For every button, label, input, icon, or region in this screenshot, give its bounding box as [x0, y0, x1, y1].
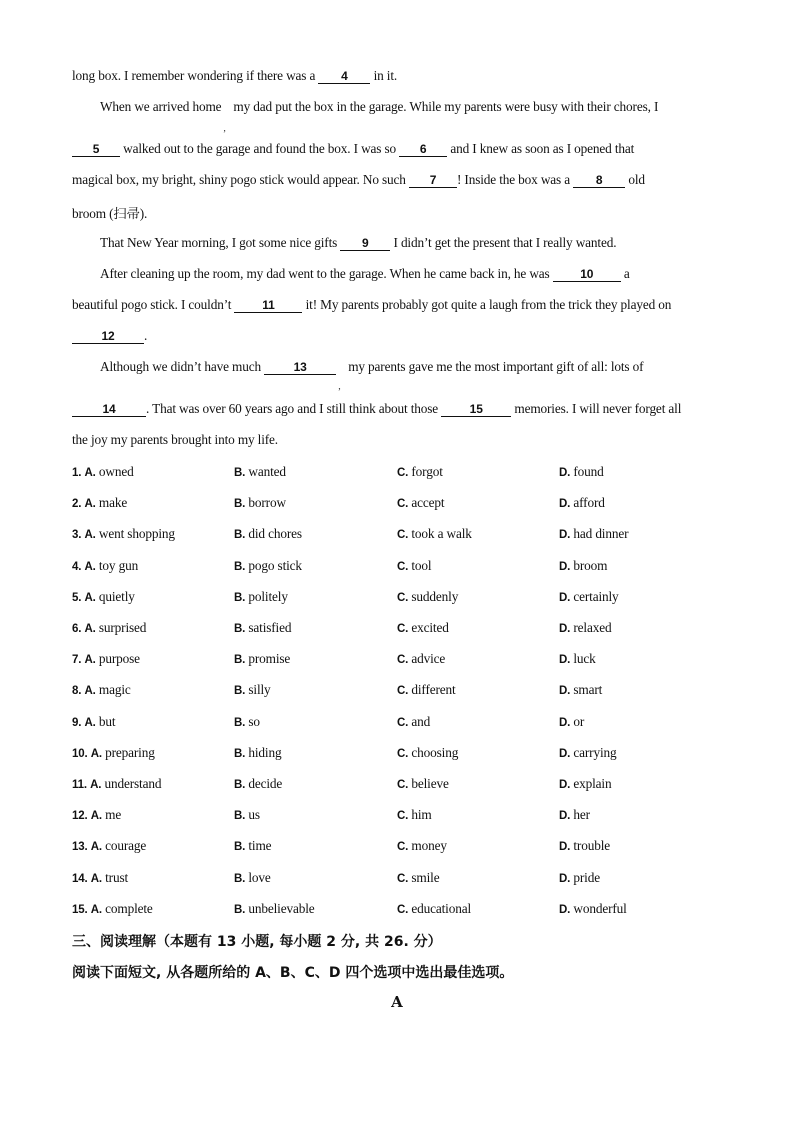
option-letter: B.	[234, 467, 246, 479]
option-text: advice	[411, 651, 446, 667]
option-letter: B.	[234, 841, 246, 854]
option-letter: C.	[397, 529, 409, 542]
option-text: or	[573, 713, 585, 729]
option-text: accept	[411, 495, 445, 511]
passage-line: Although we didn’t have much 13 , my parents gave me the most important gift of all: lots of	[100, 359, 644, 392]
question-number: 2.	[72, 498, 82, 511]
option-d[interactable]	[559, 838, 610, 854]
option-letter: A.	[84, 560, 96, 573]
blank-8: 8	[573, 174, 625, 188]
option-b[interactable]	[234, 558, 302, 574]
option-letter: C.	[397, 498, 409, 511]
passage-label: A	[391, 993, 403, 1011]
option-c[interactable]	[397, 870, 439, 886]
passage-line: broom (扫帚).	[72, 206, 148, 221]
option-b[interactable]	[234, 620, 291, 636]
option-text: but	[98, 713, 116, 729]
blank-12: 12	[72, 330, 144, 344]
option-text: excited	[411, 620, 449, 635]
option-d[interactable]	[559, 526, 628, 542]
option-letter: B.	[234, 716, 246, 729]
question-row	[72, 682, 732, 700]
option-text: make	[98, 495, 128, 511]
option-letter: C.	[397, 747, 409, 760]
option-letter: D.	[559, 591, 571, 604]
question-number: 1.	[72, 467, 82, 479]
option-letter: C.	[397, 872, 409, 885]
option-text: her	[573, 807, 590, 823]
option-letter: A.	[84, 591, 96, 604]
blank-10: 10	[553, 268, 621, 282]
option-text: afford	[573, 495, 605, 511]
option-text: politely	[248, 588, 288, 604]
question-row	[72, 776, 732, 794]
option-letter: A.	[90, 903, 102, 916]
option-letter: B.	[234, 529, 246, 542]
option-letter: A.	[84, 716, 96, 729]
option-text: time	[248, 838, 272, 854]
option-text: understand	[104, 776, 162, 791]
option-text: preparing	[105, 744, 155, 760]
option-c[interactable]	[397, 901, 471, 917]
option-text: him	[411, 807, 432, 823]
option-text: unbelievable	[248, 900, 315, 916]
question-number: 9.	[72, 716, 82, 729]
option-text: smart	[573, 682, 603, 698]
option-letter: A.	[84, 623, 96, 635]
option-b[interactable]	[234, 776, 282, 792]
option-c[interactable]	[397, 682, 456, 698]
option-a[interactable]	[72, 807, 121, 823]
option-a[interactable]	[72, 745, 155, 761]
option-letter: C.	[397, 716, 409, 729]
passage-line: That New Year morning, I got some nice gifts 9 I didn’t get the present that I really wanted.	[100, 235, 617, 250]
option-b[interactable]	[234, 838, 271, 854]
option-b[interactable]	[234, 807, 260, 823]
option-letter: B.	[234, 779, 246, 791]
option-text: courage	[105, 838, 147, 854]
option-letter: B.	[234, 654, 246, 667]
option-letter: B.	[234, 623, 246, 635]
option-letter: A.	[84, 654, 96, 667]
option-letter: C.	[397, 779, 409, 791]
option-text: believe	[411, 776, 449, 791]
section-instruction: 阅读下面短文, 从各题所给的 A、B、C、D 四个选项中选出最佳选项。	[72, 965, 514, 981]
passage-line: beautiful pogo stick. I couldn’t 11 it! My parents probably got quite a laugh from the trick they played on	[72, 297, 672, 312]
option-text: went shopping	[98, 526, 175, 542]
option-c[interactable]	[397, 714, 430, 730]
option-text: pogo stick	[248, 557, 302, 573]
option-text: so	[248, 713, 260, 729]
option-letter: C.	[397, 654, 409, 667]
option-a[interactable]	[72, 589, 135, 605]
option-text: smile	[411, 869, 440, 885]
option-text: me	[105, 807, 122, 823]
option-a[interactable]	[72, 838, 146, 854]
option-b[interactable]	[234, 870, 271, 886]
option-c[interactable]	[397, 495, 444, 511]
option-letter: A.	[90, 810, 102, 823]
option-text: decide	[248, 776, 283, 791]
option-text: forgot	[411, 464, 443, 479]
option-text: broom	[573, 557, 608, 573]
option-d[interactable]	[559, 620, 611, 636]
question-row	[72, 651, 732, 669]
option-text: suddenly	[411, 588, 459, 604]
option-d[interactable]	[559, 682, 602, 698]
question-row	[72, 745, 732, 763]
option-c[interactable]	[397, 807, 432, 823]
option-text: silly	[248, 682, 271, 698]
option-text: magic	[98, 682, 131, 698]
option-d[interactable]	[559, 495, 605, 511]
option-letter: C.	[397, 841, 409, 854]
option-b[interactable]	[234, 682, 271, 698]
option-a[interactable]	[72, 526, 175, 542]
option-text: different	[411, 682, 456, 698]
option-text: purpose	[98, 651, 140, 667]
option-letter: A.	[84, 498, 96, 511]
option-text: quietly	[98, 588, 135, 604]
option-text: certainly	[573, 588, 619, 604]
option-letter: D.	[559, 529, 571, 542]
option-text: explain	[573, 776, 612, 791]
blank-11: 11	[234, 299, 302, 313]
option-text: educational	[411, 900, 472, 916]
option-b[interactable]	[234, 589, 288, 605]
option-letter: D.	[559, 810, 571, 823]
question-row	[72, 495, 732, 513]
question-number: 4.	[72, 560, 82, 573]
option-text: us	[248, 807, 260, 823]
question-number: 6.	[72, 623, 82, 635]
option-letter: B.	[234, 810, 246, 823]
blank-13: 13	[264, 361, 336, 375]
option-text: hiding	[248, 744, 282, 760]
option-b[interactable]	[234, 901, 315, 917]
option-text: did chores	[248, 526, 302, 542]
option-letter: D.	[559, 716, 571, 729]
option-text: carrying	[573, 744, 617, 760]
option-letter: D.	[559, 872, 571, 885]
option-a[interactable]	[72, 714, 115, 730]
question-number: 5.	[72, 591, 82, 604]
option-letter: D.	[559, 685, 571, 698]
option-letter: D.	[559, 841, 571, 854]
blank-4: 4	[318, 70, 370, 84]
option-text: satisfied	[248, 620, 292, 635]
option-d[interactable]	[559, 558, 607, 574]
option-letter: B.	[234, 872, 246, 885]
option-text: had dinner	[573, 526, 629, 542]
question-row	[72, 620, 732, 638]
option-letter: A.	[84, 529, 96, 542]
option-d[interactable]	[559, 464, 604, 480]
option-text: surprised	[98, 620, 147, 635]
option-letter: C.	[397, 591, 409, 604]
option-letter: A.	[84, 467, 96, 479]
question-number: 12.	[72, 810, 88, 823]
option-letter: C.	[397, 467, 409, 479]
question-number: 13.	[72, 841, 88, 854]
option-text: money	[411, 838, 447, 854]
option-c[interactable]	[397, 745, 458, 761]
option-a[interactable]	[72, 870, 128, 886]
option-a[interactable]	[72, 620, 146, 636]
option-letter: C.	[397, 685, 409, 698]
option-b[interactable]	[234, 464, 286, 480]
option-c[interactable]	[397, 838, 447, 854]
blank-7: 7	[409, 174, 457, 188]
option-d[interactable]	[559, 745, 617, 761]
question-row	[72, 901, 732, 919]
option-letter: D.	[559, 467, 571, 479]
option-a[interactable]	[72, 464, 134, 480]
option-b[interactable]	[234, 745, 281, 761]
option-a[interactable]	[72, 651, 140, 667]
option-text: luck	[573, 651, 596, 667]
passage-line: 12 .	[72, 328, 147, 344]
option-c[interactable]	[397, 464, 443, 480]
question-row	[72, 464, 732, 482]
question-row	[72, 807, 732, 825]
passage-line: the joy my parents brought into my life.	[72, 432, 278, 447]
option-text: trouble	[573, 838, 611, 854]
option-letter: A.	[90, 872, 102, 885]
blank-6: 6	[399, 143, 447, 157]
option-d[interactable]	[559, 807, 590, 823]
option-a[interactable]	[72, 495, 127, 511]
question-number: 3.	[72, 529, 82, 542]
blank-15: 15	[441, 403, 511, 417]
option-letter: D.	[559, 623, 571, 635]
option-c[interactable]	[397, 651, 445, 667]
question-row	[72, 526, 732, 544]
option-letter: C.	[397, 810, 409, 823]
option-b[interactable]	[234, 526, 302, 542]
option-letter: D.	[559, 747, 571, 760]
option-d[interactable]	[559, 651, 596, 667]
option-letter: A.	[90, 779, 102, 791]
option-text: trust	[105, 869, 129, 885]
passage-line: long box. I remember wondering if there was a 4 in it.	[72, 68, 398, 83]
option-letter: D.	[559, 560, 571, 573]
option-letter: D.	[559, 903, 571, 916]
blank-9: 9	[340, 237, 390, 251]
option-text: pride	[573, 869, 600, 885]
question-row	[72, 589, 732, 607]
option-c[interactable]	[397, 558, 431, 574]
option-letter: C.	[397, 623, 409, 635]
section-heading: 三、阅读理解（本题有 13 小题, 每小题 2 分, 共 26. 分）	[72, 934, 442, 950]
option-d[interactable]	[559, 901, 627, 917]
option-a[interactable]	[72, 682, 131, 698]
option-c[interactable]	[397, 589, 458, 605]
option-text: found	[573, 464, 604, 479]
option-c[interactable]	[397, 526, 472, 542]
question-number: 14.	[72, 872, 88, 885]
question-row	[72, 714, 732, 732]
option-text: choosing	[411, 744, 459, 760]
option-text: complete	[105, 900, 153, 916]
question-number: 15.	[72, 903, 88, 916]
option-text: wonderful	[573, 900, 627, 916]
option-text: love	[248, 869, 271, 885]
option-letter: C.	[397, 903, 409, 916]
question-number: 8.	[72, 685, 82, 698]
option-letter: A.	[84, 685, 96, 698]
question-row	[72, 558, 732, 576]
passage-line: When we arrived home , my dad put the box in the garage. While my parents were busy with their chores, I	[100, 99, 659, 134]
option-letter: B.	[234, 560, 246, 573]
option-text: wanted	[248, 464, 286, 479]
blank-5: 5	[72, 143, 120, 157]
option-text: borrow	[248, 495, 286, 511]
question-row	[72, 870, 732, 888]
option-d[interactable]	[559, 589, 619, 605]
option-text: toy gun	[98, 557, 139, 573]
option-b[interactable]	[234, 495, 286, 511]
question-number: 10.	[72, 747, 88, 760]
option-a[interactable]	[72, 776, 161, 792]
option-letter: C.	[397, 560, 409, 573]
option-letter: A.	[90, 841, 102, 854]
option-c[interactable]	[397, 620, 449, 636]
option-c[interactable]	[397, 776, 449, 792]
option-b[interactable]	[234, 651, 290, 667]
option-a[interactable]	[72, 558, 138, 574]
option-d[interactable]	[559, 870, 600, 886]
option-b[interactable]	[234, 714, 260, 730]
option-text: promise	[248, 651, 291, 667]
option-text: relaxed	[573, 620, 612, 635]
option-letter: B.	[234, 747, 246, 760]
option-letter: B.	[234, 903, 246, 916]
option-letter: B.	[234, 591, 246, 604]
option-letter: B.	[234, 685, 246, 698]
passage-line: 5 walked out to the garage and found the box. I was so 6 and I knew as soon as I opened that	[72, 141, 634, 157]
option-text: took a walk	[411, 526, 472, 542]
passage-line: After cleaning up the room, my dad went to the garage. When he came back in, he was 10 a	[100, 266, 630, 281]
option-letter: D.	[559, 498, 571, 511]
passage-line: 14 . That was over 60 years ago and I still think about those 15 memories. I will never forget all	[72, 401, 681, 417]
question-number: 7.	[72, 654, 82, 667]
option-text: tool	[411, 557, 432, 573]
option-a[interactable]	[72, 901, 153, 917]
option-letter: B.	[234, 498, 246, 511]
option-text: owned	[98, 464, 134, 479]
option-text: and	[411, 713, 431, 729]
question-row	[72, 838, 732, 856]
blank-14: 14	[72, 403, 146, 417]
option-d[interactable]	[559, 714, 584, 730]
passage-line: magical box, my bright, shiny pogo stick would appear. No such 7 ! Inside the box was a 8 old	[72, 172, 645, 187]
option-letter: A.	[90, 747, 102, 760]
option-letter: D.	[559, 654, 571, 667]
option-letter: D.	[559, 779, 571, 791]
option-d[interactable]	[559, 776, 611, 792]
question-number: 11.	[72, 779, 87, 791]
